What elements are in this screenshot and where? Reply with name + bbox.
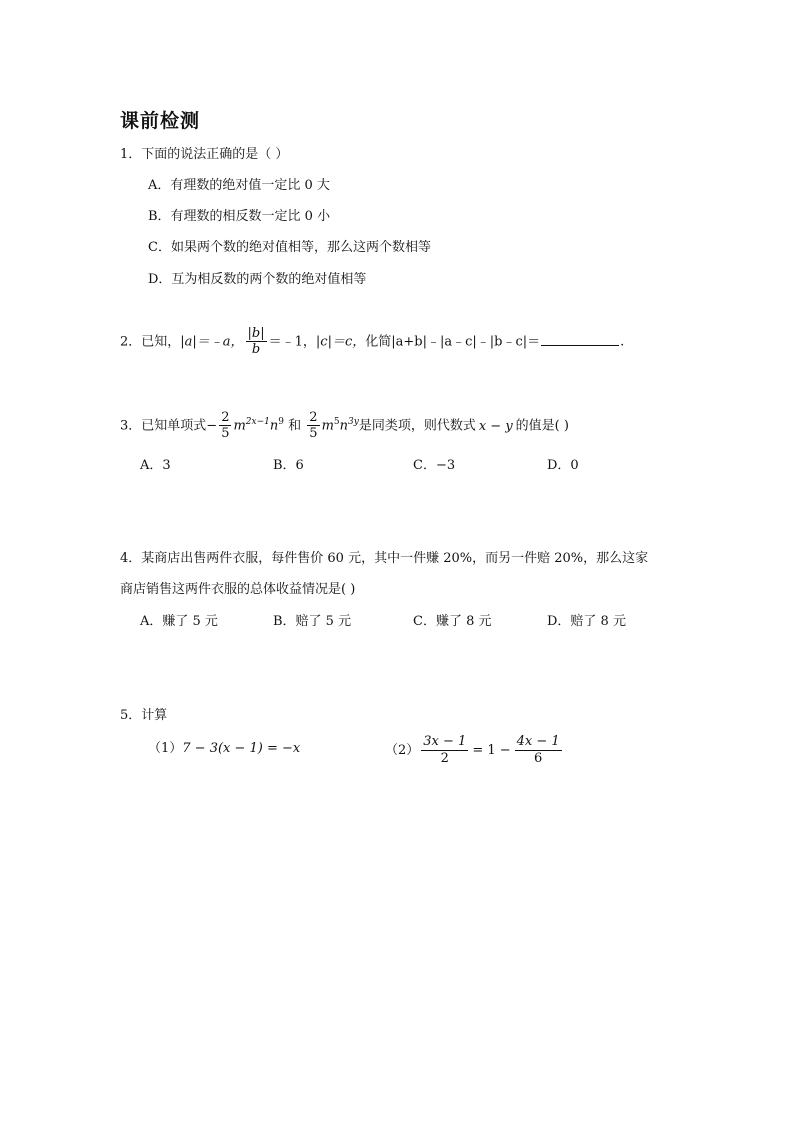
q3-option-b: B．6 xyxy=(273,458,304,473)
q3-fraction-1 xyxy=(219,411,231,441)
q3-expr: x − y xyxy=(478,418,513,434)
q5-p1-label: （1） xyxy=(148,741,183,756)
q5-p2-den2: 6 xyxy=(515,750,562,767)
q5-p1-expr: 7 − 3(x − 1) = −x xyxy=(182,741,301,756)
q3-frac1-den: 5 xyxy=(221,426,230,441)
q2-frac-den: b xyxy=(246,341,267,357)
q3-and: 和 xyxy=(288,418,302,434)
q2-frac-num: |b| xyxy=(247,326,265,341)
q3-n2: n xyxy=(339,418,348,434)
q3-option-c: C．−3 xyxy=(413,458,456,473)
q3-minus: − xyxy=(206,418,218,434)
q5-part-1 xyxy=(148,741,300,757)
q3-fraction-2 xyxy=(307,411,319,441)
q3-n1-exp: 9 xyxy=(278,417,284,428)
q4-option-b: B．赔了 5 元 xyxy=(273,614,352,629)
q3-m2: m xyxy=(321,418,334,434)
q1-stem: 1．下面的说法正确的是（ ） xyxy=(120,147,289,162)
q2-end: . xyxy=(620,334,625,350)
q3-frac1-num: 2 xyxy=(221,410,230,425)
q5-p2-den: 2 xyxy=(421,750,468,767)
q2-prefix: 2．已知， xyxy=(120,334,181,350)
q2-fraction xyxy=(246,327,267,357)
q5-p2-label: （2） xyxy=(385,743,420,758)
q3-suffix: 的值是( ) xyxy=(515,418,569,434)
q3-middle: 是同类项，则代数式 xyxy=(358,418,476,434)
q3-prefix: 3．已知单项式 xyxy=(120,418,207,434)
q3-n2-exp: 3y xyxy=(348,417,359,428)
q2-stem xyxy=(120,327,624,357)
q1-option-c: C．如果两个数的绝对值相等，那么这两个数相等 xyxy=(148,240,431,255)
q4-option-d: D．赔了 8 元 xyxy=(547,614,626,629)
q1-option-d: D．互为相反数的两个数的绝对值相等 xyxy=(148,272,367,287)
q2-answer-blank[interactable] xyxy=(541,333,619,346)
q3-stem xyxy=(120,411,569,441)
q1-option-a: A．有理数的绝对值一定比 0 大 xyxy=(148,178,330,193)
q1-option-b: B．有理数的相反数一定比 0 小 xyxy=(148,209,331,224)
q4-option-c: C．赚了 8 元 xyxy=(413,614,492,629)
q3-frac2-num: 2 xyxy=(309,410,318,425)
q3-n1: n xyxy=(269,418,279,434)
q4-line-1: 4．某商店出售两件衣服，每件售价 60 元，其中一件赚 20%，而另一件赔 20%，那么这家 xyxy=(120,551,649,566)
q5-p2-mid: = 1 − xyxy=(472,743,511,758)
q3-frac2-den: 5 xyxy=(309,426,318,441)
q4-line-2: 商店销售这两件衣服的总体收益情况是( ) xyxy=(120,582,356,597)
q5-p2-fraction-2 xyxy=(515,734,562,767)
q3-option-d: D．0 xyxy=(547,458,579,473)
q2-abs-c: |c|＝c， xyxy=(315,334,366,350)
q3-option-a: A．3 xyxy=(140,458,171,473)
q2-simplify: 化简|a+b|﹣|a﹣c|﹣|b﹣c|＝ xyxy=(365,334,541,350)
q3-m2-exp: 5 xyxy=(333,417,340,428)
q3-m1-exp: 2x−1 xyxy=(245,417,270,428)
q5-p2-num: 3x − 1 xyxy=(423,734,467,749)
q5-p2-num2: 4x − 1 xyxy=(516,734,560,749)
q3-m1: m xyxy=(233,418,246,434)
q5-stem: 5．计算 xyxy=(120,708,168,723)
q5-part-2 xyxy=(385,734,564,767)
q2-abs-a: |a|＝﹣a， xyxy=(180,334,244,350)
q4-option-a: A．赚了 5 元 xyxy=(140,614,218,629)
q5-p2-fraction-1 xyxy=(421,734,468,767)
section-title: 课前检测 xyxy=(120,110,201,132)
q2-after-frac: ＝﹣1， xyxy=(268,334,316,350)
